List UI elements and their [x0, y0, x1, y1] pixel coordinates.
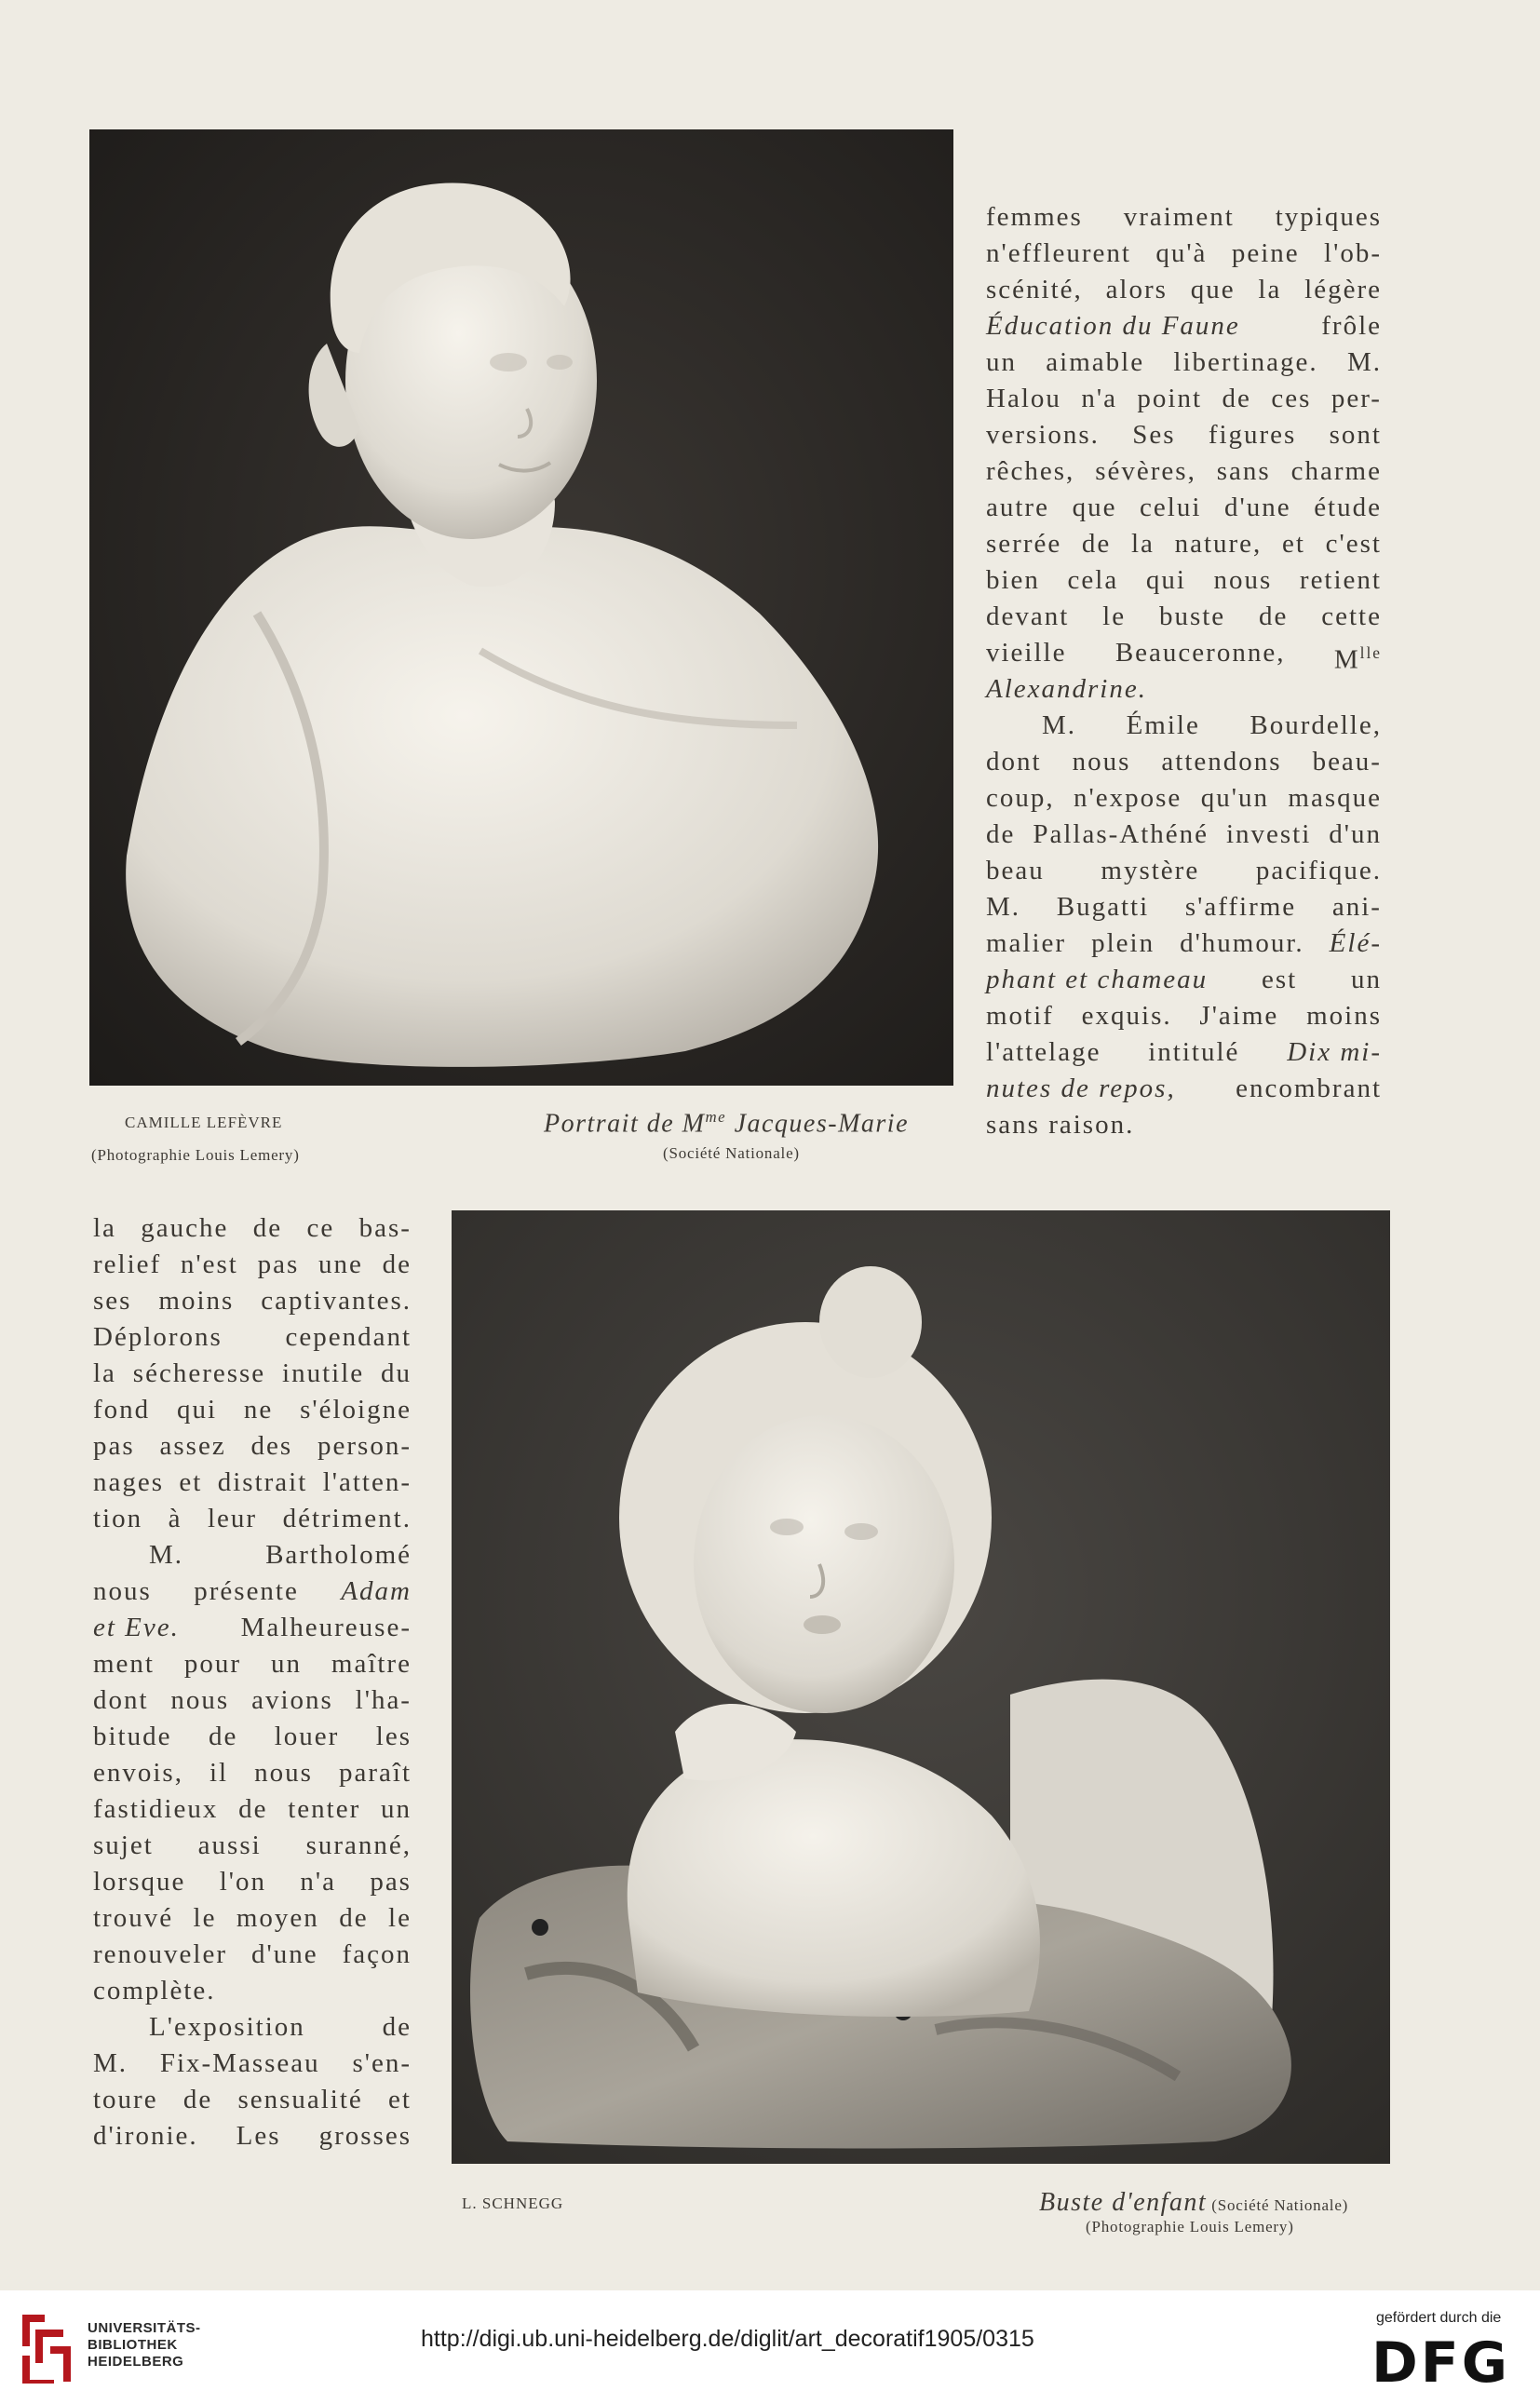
library-name	[88, 2320, 201, 2370]
word: femmes	[986, 202, 1083, 232]
text-line	[986, 635, 1382, 675]
word: frôle	[1321, 311, 1382, 341]
word: ces	[1271, 384, 1312, 413]
word: de	[182, 2085, 213, 2114]
photo1-society: (Société Nationale)	[663, 1144, 800, 1162]
word: Bourdelle,	[1250, 710, 1382, 740]
word: détriment.	[282, 1504, 412, 1533]
word: nous	[1072, 747, 1131, 777]
word: d'une	[250, 1939, 318, 1969]
dfg-logo: DFG	[1371, 2330, 1511, 2396]
word: un	[270, 1649, 302, 1679]
text-column-left	[93, 1210, 412, 2154]
word: moyen	[236, 1903, 319, 1933]
word: n'est	[180, 1249, 238, 1279]
word: avions	[251, 1685, 333, 1715]
word: maître	[331, 1649, 412, 1679]
word: tenter	[288, 1794, 361, 1824]
word: l'ha-	[355, 1685, 412, 1715]
word: alors	[1105, 275, 1168, 304]
photo1-title: Portrait de $M^{me}$ Jacques-Marie	[544, 1108, 910, 1139]
word: rêches,	[986, 456, 1075, 486]
photo2-credit: (Photographie Louis Lemery)	[1086, 2218, 1294, 2235]
word: façon	[342, 1939, 412, 1969]
text-line	[93, 1755, 412, 1791]
word: s'éloigne	[300, 1395, 412, 1425]
word: de	[1259, 601, 1289, 631]
word: n'a	[300, 1867, 336, 1897]
word: person-	[317, 1431, 412, 1461]
photo2-title: Buste d'enfant	[1039, 2188, 1208, 2217]
text-line	[93, 1283, 412, 1319]
word: la	[1130, 529, 1155, 559]
word: l'attelage	[986, 1037, 1101, 1067]
word: et	[179, 1467, 203, 1497]
text-line	[93, 1428, 412, 1465]
word: retient	[1299, 565, 1382, 595]
word: d'un	[1329, 819, 1382, 849]
word: qui	[177, 1395, 218, 1425]
word: M.	[1346, 347, 1382, 377]
word: c'est	[1325, 529, 1382, 559]
word: distrait	[217, 1467, 308, 1497]
word: qu'un	[1200, 783, 1269, 813]
text-line	[93, 2046, 412, 2082]
word: Beauceronne,	[1114, 638, 1286, 668]
italic-title: Dix mi-	[1287, 1037, 1382, 1067]
word: bien	[986, 565, 1040, 595]
word: grosses	[318, 2121, 412, 2151]
word: M.	[149, 1540, 184, 1570]
word: serrée	[986, 529, 1062, 559]
word: trouvé	[93, 1903, 174, 1933]
word: cette	[1321, 601, 1382, 631]
word: suranné,	[305, 1830, 412, 1860]
word: pas	[370, 1867, 412, 1897]
word: Bartholomé	[265, 1540, 412, 1570]
word: nous	[93, 1576, 152, 1606]
word: n'a	[1081, 384, 1117, 413]
bust-child-image	[452, 1210, 1390, 2164]
italic-title: phant et chameau	[986, 965, 1209, 994]
library-line: UNIVERSITÄTS-	[88, 2320, 201, 2336]
word: malier	[986, 928, 1067, 958]
photo2-artist: L. SCHNEGG	[462, 2195, 564, 2212]
word: du	[381, 1358, 412, 1388]
word: L'exposition	[149, 2012, 305, 2042]
text-line	[986, 562, 1382, 599]
text-line	[93, 1900, 412, 1937]
word: intitulé	[1148, 1037, 1240, 1067]
text-line	[986, 744, 1382, 780]
word: un	[986, 347, 1017, 377]
word: dont	[986, 747, 1042, 777]
word: coup,	[986, 783, 1055, 813]
word: l'atten-	[322, 1467, 412, 1497]
text-column-right	[986, 199, 1382, 1143]
word: l'ob-	[1324, 238, 1382, 268]
text-line	[93, 1646, 412, 1682]
word: assez	[159, 1431, 226, 1461]
text-line	[986, 1071, 1382, 1107]
word: exquis.	[1081, 1001, 1172, 1031]
word: les	[375, 1722, 412, 1751]
word: de	[382, 2012, 412, 2042]
word: ment	[93, 1649, 155, 1679]
text-line	[93, 1210, 412, 1247]
word: leur	[208, 1504, 258, 1533]
text-line	[986, 526, 1382, 562]
library-line: HEIDELBERG	[88, 2354, 184, 2370]
text-line	[93, 1828, 412, 1864]
italic-title: Alexandrine.	[986, 674, 1147, 704]
text-line	[986, 708, 1382, 744]
text-line	[986, 272, 1382, 308]
word: de	[339, 1903, 369, 1933]
text-line	[986, 889, 1382, 925]
photo2-society: (Société Nationale)	[1207, 2196, 1349, 2214]
text-line	[986, 344, 1382, 381]
text-line	[93, 1392, 412, 1428]
word: fastidieux	[93, 1794, 219, 1824]
word: de	[238, 1794, 268, 1824]
text-line	[986, 998, 1382, 1034]
text-line	[93, 1937, 412, 1973]
word: ani-	[1331, 892, 1382, 922]
word: s'affirme	[1184, 892, 1297, 922]
word: cela	[1067, 565, 1119, 595]
word: ce	[306, 1213, 335, 1243]
word: Malheureuse-	[240, 1613, 412, 1642]
text-line	[93, 2009, 412, 2046]
word: lorsque	[93, 1867, 186, 1897]
text-line	[93, 1537, 412, 1573]
word: plein	[1091, 928, 1155, 958]
text-line	[986, 381, 1382, 417]
word: n'expose	[1074, 783, 1182, 813]
word: louer	[274, 1722, 340, 1751]
word: la	[93, 1213, 116, 1243]
word: envois,	[93, 1758, 183, 1788]
word: bitude	[93, 1722, 172, 1751]
mlle-abbrev: $M^{lle}$	[1333, 643, 1382, 675]
text-line	[93, 1682, 412, 1719]
word: M.	[93, 2048, 128, 2078]
word: fond	[93, 1395, 151, 1425]
word: que	[1190, 275, 1236, 304]
text-line	[93, 1356, 412, 1392]
word: sont	[1329, 420, 1382, 450]
text-fragment: sans raison.	[986, 1110, 1135, 1140]
text-line	[986, 599, 1382, 635]
word: renouveler	[93, 1939, 227, 1969]
word: qui	[1145, 565, 1186, 595]
word: s'en-	[352, 2048, 412, 2078]
word: sans	[1216, 456, 1271, 486]
word: pas	[257, 1249, 300, 1279]
italic-title: nutes de repos,	[986, 1074, 1176, 1103]
word: motif	[986, 1001, 1054, 1031]
word: vieille	[986, 638, 1067, 668]
word: peine	[1231, 238, 1300, 268]
word: bas-	[358, 1213, 412, 1243]
word: point	[1137, 384, 1203, 413]
word: nous	[254, 1758, 313, 1788]
text-fragment: complète.	[93, 1976, 216, 2006]
word: moins	[1306, 1001, 1382, 1031]
italic-title: et Eve.	[93, 1613, 180, 1642]
word: une	[318, 1249, 363, 1279]
text-line	[93, 1247, 412, 1283]
text-line	[986, 308, 1382, 344]
text-line	[93, 1501, 412, 1537]
word: pour	[183, 1649, 242, 1679]
word: le	[193, 1903, 217, 1933]
word: est	[1261, 965, 1298, 994]
word: la	[93, 1358, 116, 1388]
word: de	[382, 1249, 412, 1279]
word: nature,	[1174, 529, 1263, 559]
word: devant	[986, 601, 1070, 631]
text-line	[986, 1034, 1382, 1071]
photo1-credit: (Photographie Louis Lemery)	[91, 1146, 300, 1164]
word: mystère	[1101, 856, 1200, 885]
text-line	[986, 453, 1382, 490]
word: l'on	[219, 1867, 267, 1897]
word: attendons	[1161, 747, 1282, 777]
word: encombrant	[1236, 1074, 1382, 1103]
word: figures	[1208, 420, 1297, 450]
word: dont	[93, 1685, 149, 1715]
word: vraiment	[1123, 202, 1235, 232]
word: sécheresse	[132, 1358, 266, 1388]
photo-child-bust	[452, 1210, 1390, 2164]
word: typiques	[1275, 202, 1382, 232]
word: et	[1282, 529, 1305, 559]
word: M.	[1042, 710, 1077, 740]
text-line	[986, 671, 1382, 708]
ub-heidelberg-logo-icon	[17, 2309, 74, 2385]
word: autre	[986, 493, 1049, 522]
bust-woman-image	[89, 129, 953, 1086]
text-line	[986, 236, 1382, 272]
word: toure	[93, 2085, 158, 2114]
text-line	[93, 1791, 412, 1828]
text-line	[93, 1319, 412, 1356]
word: tion	[93, 1504, 143, 1533]
text-line	[93, 1465, 412, 1501]
word: nous	[1213, 565, 1273, 595]
text-line	[93, 2118, 412, 2154]
word: d'une	[1223, 493, 1291, 522]
word: J'aime	[1199, 1001, 1279, 1031]
word: Bugatti	[1056, 892, 1150, 922]
word: paraît	[338, 1758, 412, 1788]
word: Ses	[1132, 420, 1176, 450]
word: de	[1222, 384, 1251, 413]
text-line	[93, 1610, 412, 1646]
word: M.	[986, 892, 1021, 922]
word: nous	[170, 1685, 230, 1715]
word: per-	[1331, 384, 1382, 413]
italic-title: Éducation du Faune	[986, 311, 1240, 341]
text-line	[93, 1973, 412, 2009]
word: le	[1102, 601, 1127, 631]
word: scénité,	[986, 275, 1083, 304]
word: charme	[1290, 456, 1382, 486]
word: Les	[236, 2121, 281, 2151]
word: d'humour.	[1180, 928, 1304, 958]
word: des	[250, 1431, 293, 1461]
text-line	[93, 1864, 412, 1900]
word: un	[381, 1794, 412, 1824]
word: masque	[1288, 783, 1382, 813]
text-line	[986, 490, 1382, 526]
word: aimable	[1046, 347, 1145, 377]
word: relief	[93, 1249, 162, 1279]
word: nages	[93, 1467, 165, 1497]
word: moins	[158, 1286, 235, 1316]
text-line	[93, 1573, 412, 1610]
source-url-link[interactable]: http://digi.ub.uni-heidelberg.de/diglit/art_decoratif1905/0315	[421, 2326, 1034, 2352]
word: libertinage.	[1173, 347, 1318, 377]
word: inutile	[282, 1358, 365, 1388]
word: d'ironie.	[93, 2121, 198, 2151]
word: celui	[1140, 493, 1202, 522]
word: légère	[1304, 275, 1382, 304]
word: le	[388, 1903, 412, 1933]
word: Fix-Masseau	[159, 2048, 320, 2078]
word: Déplorons	[93, 1322, 223, 1352]
italic-title: Élé-	[1329, 928, 1382, 958]
word: n'effleurent	[986, 238, 1131, 268]
word: de	[252, 1213, 283, 1243]
word: et	[388, 2085, 412, 2114]
library-line: BIBLIOTHEK	[88, 2337, 178, 2353]
word: beau	[986, 856, 1045, 885]
word: présente	[194, 1576, 299, 1606]
word: ses	[93, 1286, 132, 1316]
word: investi	[1225, 819, 1312, 849]
word: Pallas-Athéné	[1033, 819, 1209, 849]
word: ne	[243, 1395, 274, 1425]
word: de	[1081, 529, 1112, 559]
word: étude	[1314, 493, 1382, 522]
word: Émile	[1126, 710, 1200, 740]
word: sensualité	[237, 2085, 363, 2114]
text-line	[986, 199, 1382, 236]
word: gauche	[141, 1213, 229, 1243]
text-line	[986, 780, 1382, 817]
photo1-artist: CAMILLE LEFÈVRE	[125, 1114, 283, 1131]
word: à	[168, 1504, 182, 1533]
text-line	[986, 817, 1382, 853]
photo2-title-line	[1039, 2188, 1348, 2218]
text-line	[986, 925, 1382, 962]
word: versions.	[986, 420, 1100, 450]
word: buste	[1158, 601, 1226, 631]
word: de	[986, 819, 1016, 849]
word: pas	[93, 1431, 135, 1461]
word: sujet	[93, 1830, 154, 1860]
italic-title: Adam	[341, 1576, 412, 1606]
word: sévères,	[1095, 456, 1196, 486]
word: pacifique.	[1255, 856, 1382, 885]
word: qu'à	[1155, 238, 1208, 268]
word: la	[1258, 275, 1282, 304]
text-line	[93, 1719, 412, 1755]
word: cependant	[285, 1322, 412, 1352]
word: aussi	[197, 1830, 262, 1860]
word: que	[1072, 493, 1117, 522]
word: un	[1350, 965, 1382, 994]
text-line	[986, 1107, 1382, 1143]
word: il	[209, 1758, 229, 1788]
word: de	[208, 1722, 238, 1751]
funding-label: gefördert durch die	[1376, 2310, 1502, 2326]
word: captivantes.	[261, 1286, 412, 1316]
word: beau-	[1312, 747, 1382, 777]
text-line	[986, 853, 1382, 889]
word: Halou	[986, 384, 1061, 413]
photo-portrait-bust	[89, 129, 953, 1086]
text-line	[93, 2082, 412, 2118]
text-line	[986, 962, 1382, 998]
text-line	[986, 417, 1382, 453]
